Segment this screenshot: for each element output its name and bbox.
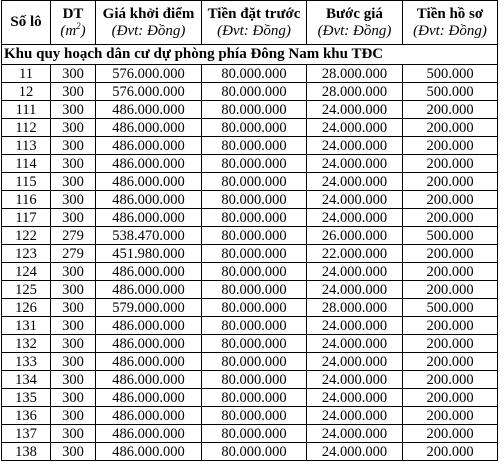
area-cell: 300 bbox=[51, 263, 96, 281]
price-step-cell: 22.000.000 bbox=[307, 245, 403, 263]
area-cell: 300 bbox=[51, 389, 96, 407]
start-price-cell: 486.000.000 bbox=[96, 353, 202, 371]
lot-number-cell: 11 bbox=[2, 65, 51, 83]
price-step-cell: 26.000.000 bbox=[307, 227, 403, 245]
fee-cell: 200.000 bbox=[403, 263, 498, 281]
table-row bbox=[2, 407, 498, 425]
price-step-cell: 24.000.000 bbox=[307, 119, 403, 137]
price-step-cell: 24.000.000 bbox=[307, 173, 403, 191]
fee-cell: 200.000 bbox=[403, 245, 498, 263]
fee-cell: 500.000 bbox=[403, 299, 498, 317]
lot-number-cell: 137 bbox=[2, 425, 51, 443]
table-row bbox=[2, 389, 498, 407]
table-row bbox=[2, 443, 498, 461]
start-price-cell: 486.000.000 bbox=[96, 155, 202, 173]
table-row bbox=[2, 119, 498, 137]
table-row bbox=[2, 101, 498, 119]
header-area-unit: $(m^2)$ bbox=[60, 20, 86, 39]
price-step-cell: 24.000.000 bbox=[307, 263, 403, 281]
price-step-cell: 24.000.000 bbox=[307, 371, 403, 389]
fee-cell: 200.000 bbox=[403, 317, 498, 335]
price-step-cell: 24.000.000 bbox=[307, 443, 403, 461]
table-row bbox=[2, 83, 498, 101]
table-row bbox=[2, 299, 498, 317]
area-cell: 300 bbox=[51, 443, 96, 461]
table-row bbox=[2, 353, 498, 371]
fee-cell: 200.000 bbox=[403, 443, 498, 461]
deposit-cell: 80.000.000 bbox=[202, 371, 307, 389]
start-price-cell: 486.000.000 bbox=[96, 425, 202, 443]
deposit-cell: 80.000.000 bbox=[202, 335, 307, 353]
deposit-cell: 80.000.000 bbox=[202, 425, 307, 443]
header-start-price-title: Giá khởi điểm bbox=[102, 5, 195, 22]
table-row bbox=[2, 191, 498, 209]
deposit-cell: 80.000.000 bbox=[202, 155, 307, 173]
start-price-cell: 486.000.000 bbox=[96, 209, 202, 227]
fee-cell: 200.000 bbox=[403, 173, 498, 191]
start-price-cell: 486.000.000 bbox=[96, 371, 202, 389]
deposit-cell: 80.000.000 bbox=[202, 263, 307, 281]
lot-number-cell: 12 bbox=[2, 83, 51, 101]
header-deposit-title: Tiền đặt trước bbox=[207, 5, 301, 22]
deposit-cell: 80.000.000 bbox=[202, 83, 307, 101]
lot-number-cell: 124 bbox=[2, 263, 51, 281]
table-row bbox=[2, 263, 498, 281]
table-row bbox=[2, 137, 498, 155]
deposit-cell: 80.000.000 bbox=[202, 137, 307, 155]
fee-cell: 200.000 bbox=[403, 119, 498, 137]
deposit-cell: 80.000.000 bbox=[202, 353, 307, 371]
fee-cell: 500.000 bbox=[403, 83, 498, 101]
price-step-cell: 24.000.000 bbox=[307, 335, 403, 353]
fee-cell: 200.000 bbox=[403, 155, 498, 173]
area-cell: 300 bbox=[51, 425, 96, 443]
auction-lot-table bbox=[1, 0, 498, 461]
fee-cell: 200.000 bbox=[403, 353, 498, 371]
table-row bbox=[2, 245, 498, 263]
area-cell: 300 bbox=[51, 65, 96, 83]
start-price-cell: 486.000.000 bbox=[96, 335, 202, 353]
table-row bbox=[2, 227, 498, 245]
lot-number-cell: 114 bbox=[2, 155, 51, 173]
price-step-cell: 24.000.000 bbox=[307, 407, 403, 425]
lot-number-cell: 133 bbox=[2, 353, 51, 371]
start-price-cell: 451.980.000 bbox=[96, 245, 202, 263]
start-price-cell: 486.000.000 bbox=[96, 173, 202, 191]
area-cell: 300 bbox=[51, 299, 96, 317]
area-cell: 300 bbox=[51, 335, 96, 353]
area-cell: 300 bbox=[51, 407, 96, 425]
area-cell: 300 bbox=[51, 173, 96, 191]
price-step-cell: 28.000.000 bbox=[307, 83, 403, 101]
fee-cell: 500.000 bbox=[403, 65, 498, 83]
lot-number-cell: 117 bbox=[2, 209, 51, 227]
header-fee-unit: (Đvt: Đồng) bbox=[413, 22, 487, 39]
table-row bbox=[2, 281, 498, 299]
deposit-cell: 80.000.000 bbox=[202, 281, 307, 299]
fee-cell: 200.000 bbox=[403, 137, 498, 155]
lot-number-cell: 115 bbox=[2, 173, 51, 191]
header-fee bbox=[403, 1, 498, 45]
area-cell: 300 bbox=[51, 371, 96, 389]
table-row bbox=[2, 335, 498, 353]
price-step-cell: 24.000.000 bbox=[307, 137, 403, 155]
header-fee-title: Tiền hồ sơ bbox=[416, 5, 484, 22]
header-deposit-unit: (Đvt: Đồng) bbox=[217, 22, 291, 39]
deposit-cell: 80.000.000 bbox=[202, 65, 307, 83]
fee-cell: 200.000 bbox=[403, 191, 498, 209]
area-cell: 300 bbox=[51, 281, 96, 299]
deposit-cell: 80.000.000 bbox=[202, 227, 307, 245]
table-row bbox=[2, 317, 498, 335]
deposit-cell: 80.000.000 bbox=[202, 119, 307, 137]
area-cell: 300 bbox=[51, 317, 96, 335]
section-row bbox=[2, 45, 498, 65]
header-deposit bbox=[202, 1, 307, 45]
lot-number-cell: 135 bbox=[2, 389, 51, 407]
lot-number-cell: 131 bbox=[2, 317, 51, 335]
price-step-cell: 28.000.000 bbox=[307, 65, 403, 83]
start-price-cell: 486.000.000 bbox=[96, 137, 202, 155]
start-price-cell: 486.000.000 bbox=[96, 281, 202, 299]
table-row bbox=[2, 371, 498, 389]
deposit-cell: 80.000.000 bbox=[202, 101, 307, 119]
header-price-step-unit: (Đvt: Đồng) bbox=[317, 22, 392, 39]
price-step-cell: 24.000.000 bbox=[307, 191, 403, 209]
fee-cell: 200.000 bbox=[403, 101, 498, 119]
header-area-title: DT bbox=[62, 5, 84, 22]
lot-number-cell: 116 bbox=[2, 191, 51, 209]
start-price-cell: 486.000.000 bbox=[96, 101, 202, 119]
lot-number-cell: 134 bbox=[2, 371, 51, 389]
start-price-cell: 576.000.000 bbox=[96, 83, 202, 101]
header-start-price bbox=[96, 1, 202, 45]
lot-number-cell: 111 bbox=[2, 101, 51, 119]
start-price-cell: 486.000.000 bbox=[96, 389, 202, 407]
fee-cell: 200.000 bbox=[403, 425, 498, 443]
price-step-cell: 24.000.000 bbox=[307, 389, 403, 407]
area-cell: 300 bbox=[51, 353, 96, 371]
lot-number-cell: 136 bbox=[2, 407, 51, 425]
start-price-cell: 579.000.000 bbox=[96, 299, 202, 317]
table-row bbox=[2, 65, 498, 83]
area-cell: 300 bbox=[51, 209, 96, 227]
lot-number-cell: 125 bbox=[2, 281, 51, 299]
lot-number-cell: 113 bbox=[2, 137, 51, 155]
price-step-cell: 24.000.000 bbox=[307, 317, 403, 335]
deposit-cell: 80.000.000 bbox=[202, 191, 307, 209]
deposit-cell: 80.000.000 bbox=[202, 389, 307, 407]
fee-cell: 200.000 bbox=[403, 389, 498, 407]
start-price-cell: 486.000.000 bbox=[96, 191, 202, 209]
area-cell: 279 bbox=[51, 227, 96, 245]
deposit-cell: 80.000.000 bbox=[202, 317, 307, 335]
price-step-cell: 24.000.000 bbox=[307, 425, 403, 443]
deposit-cell: 80.000.000 bbox=[202, 209, 307, 227]
area-cell: 300 bbox=[51, 119, 96, 137]
header-price-step-title: Bước giá bbox=[326, 5, 383, 22]
start-price-cell: 486.000.000 bbox=[96, 263, 202, 281]
fee-cell: 200.000 bbox=[403, 335, 498, 353]
table-body bbox=[2, 45, 498, 461]
area-cell: 300 bbox=[51, 155, 96, 173]
table-header bbox=[2, 1, 498, 45]
fee-cell: 200.000 bbox=[403, 209, 498, 227]
section-title: Khu quy hoạch dân cư dự phòng phía Đông Nam khu TĐC bbox=[2, 45, 498, 65]
area-cell: 300 bbox=[51, 101, 96, 119]
area-cell: 300 bbox=[51, 137, 96, 155]
lot-number-cell: 138 bbox=[2, 443, 51, 461]
deposit-cell: 80.000.000 bbox=[202, 443, 307, 461]
area-cell: 279 bbox=[51, 245, 96, 263]
price-step-cell: 24.000.000 bbox=[307, 281, 403, 299]
table-row bbox=[2, 155, 498, 173]
fee-cell: 200.000 bbox=[403, 407, 498, 425]
deposit-cell: 80.000.000 bbox=[202, 245, 307, 263]
price-step-cell: 24.000.000 bbox=[307, 209, 403, 227]
lot-number-cell: 122 bbox=[2, 227, 51, 245]
start-price-cell: 538.470.000 bbox=[96, 227, 202, 245]
table-row bbox=[2, 173, 498, 191]
table-row bbox=[2, 209, 498, 227]
header-price-step bbox=[307, 1, 403, 45]
price-step-cell: 24.000.000 bbox=[307, 353, 403, 371]
deposit-cell: 80.000.000 bbox=[202, 173, 307, 191]
lot-number-cell: 123 bbox=[2, 245, 51, 263]
start-price-cell: 486.000.000 bbox=[96, 443, 202, 461]
deposit-cell: 80.000.000 bbox=[202, 407, 307, 425]
header-row bbox=[2, 1, 498, 45]
start-price-cell: 486.000.000 bbox=[96, 317, 202, 335]
price-step-cell: 24.000.000 bbox=[307, 101, 403, 119]
area-cell: 300 bbox=[51, 83, 96, 101]
lot-number-cell: 126 bbox=[2, 299, 51, 317]
price-step-cell: 24.000.000 bbox=[307, 155, 403, 173]
area-cell: 300 bbox=[51, 191, 96, 209]
fee-cell: 200.000 bbox=[403, 281, 498, 299]
start-price-cell: 486.000.000 bbox=[96, 119, 202, 137]
header-lot bbox=[2, 1, 51, 45]
header-lot-title: Số lô bbox=[10, 14, 42, 30]
lot-number-cell: 132 bbox=[2, 335, 51, 353]
start-price-cell: 576.000.000 bbox=[96, 65, 202, 83]
table-row bbox=[2, 425, 498, 443]
header-start-price-unit: (Đvt: Đồng) bbox=[111, 22, 186, 39]
lot-number-cell: 112 bbox=[2, 119, 51, 137]
fee-cell: 500.000 bbox=[403, 227, 498, 245]
deposit-cell: 80.000.000 bbox=[202, 299, 307, 317]
start-price-cell: 486.000.000 bbox=[96, 407, 202, 425]
fee-cell: 200.000 bbox=[403, 371, 498, 389]
price-step-cell: 28.000.000 bbox=[307, 299, 403, 317]
header-area bbox=[51, 1, 96, 45]
